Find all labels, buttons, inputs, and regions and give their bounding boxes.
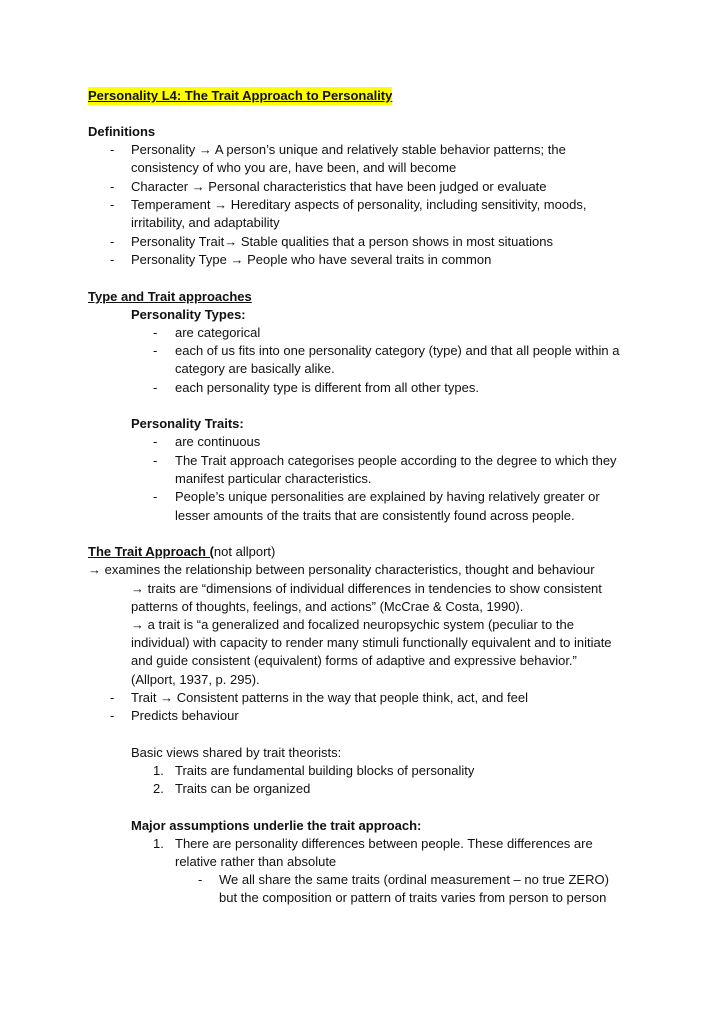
types-item-2-cont: category are basically alike. [175,361,335,376]
bullet-dash: - [110,252,115,267]
trait-approach-intro: → examines the relationship between personality characteristics, thought and behaviour [88,562,595,577]
definition-character: Character → Personal characteristics that have been judged or evaluate [131,179,547,194]
types-item-2: each of us fits into one personality category (type) and that all people within a [175,343,620,358]
bullet-dash: - [110,197,115,212]
quote2-line-3: and guide consistent (equivalent) forms of adaptive and expressive behavior.” [131,653,577,668]
list-number: 1. [153,763,164,778]
trait-bullet-1: Trait → Consistent patterns in the way that people think, act, and feel [131,690,528,705]
definition-temperament: Temperament → Hereditary aspects of personality, including sensitivity, moods, [131,197,587,212]
list-number: 1. [153,836,164,851]
types-item-3: each personality type is different from all other types. [175,380,479,395]
traits-item-2: The Trait approach categorises people according to the degree to which they [175,453,617,468]
type-trait-heading: Type and Trait approaches [88,289,252,304]
bullet-dash: - [110,234,115,249]
traits-item-3-cont: lesser amounts of the traits that are consistently found across people. [175,508,575,523]
bullet-dash: - [110,179,115,194]
types-item-1: are categorical [175,325,261,340]
trait-approach-heading-line [88,543,275,561]
traits-item-1: are continuous [175,434,261,449]
definitions-heading: Definitions [88,124,156,139]
assumptions-heading: Major assumptions underlie the trait approach: [131,818,422,833]
definition-temperament-cont: irritability, and adaptability [131,215,280,230]
personality-types-heading: Personality Types: [131,307,246,322]
bullet-dash: - [110,708,115,723]
bullet-dash: - [153,380,158,395]
definition-personality: Personality → A person’s unique and relatively stable behavior patterns; the [131,142,566,157]
assumption-1-line-1: There are personality differences between people. These differences are [175,836,593,851]
definition-personality-cont: consistency of who you are, have been, and will become [131,160,457,175]
quote2-line-2: individual) with capacity to render many stimuli functionally equivalent and to initiate [131,635,612,650]
bullet-dash: - [153,343,158,358]
trait-approach-heading-suffix: not allport) [213,544,276,559]
bullet-dash: - [153,325,158,340]
definition-type: Personality Type → People who have several traits in common [131,252,492,267]
view-item-2: Traits can be organized [175,781,311,796]
bullet-dash: - [153,489,158,504]
trait-bullet-2: Predicts behaviour [131,708,239,723]
assumption-1-line-2: relative rather than absolute [175,854,337,869]
quote2-line-4: (Allport, 1937, p. 295). [131,672,260,687]
quote1-line-2: patterns of thoughts, feelings, and actions” (McCrae & Costa, 1990). [131,599,524,614]
definition-trait: Personality Trait→ Stable qualities that a person shows in most situations [131,234,553,249]
bullet-dash: - [153,434,158,449]
page-title: Personality L4: The Trait Approach to Personality [88,87,392,105]
bullet-dash: - [110,690,115,705]
assumption-1-sub-line-1: We all share the same traits (ordinal measurement – no true ZERO) [219,872,609,887]
bullet-dash: - [153,453,158,468]
quote1-line-1: → traits are “dimensions of individual differences in tendencies to show consistent [131,581,602,596]
assumption-1-sub-line-2: but the composition or pattern of traits varies from person to person [219,890,607,905]
traits-item-3: People’s unique personalities are explained by having relatively greater or [175,489,600,504]
quote2-line-1: → a trait is “a generalized and focalized neuropsychic system (peculiar to the [131,617,574,632]
trait-approach-heading: The Trait Approach ( [88,544,214,559]
list-number: 2. [153,781,164,796]
view-item-1: Traits are fundamental building blocks of personality [175,763,475,778]
traits-item-2-cont: manifest particular characteristics. [175,471,372,486]
views-heading: Basic views shared by trait theorists: [131,745,342,760]
personality-traits-heading: Personality Traits: [131,416,244,431]
bullet-dash: - [198,872,203,887]
bullet-dash: - [110,142,115,157]
